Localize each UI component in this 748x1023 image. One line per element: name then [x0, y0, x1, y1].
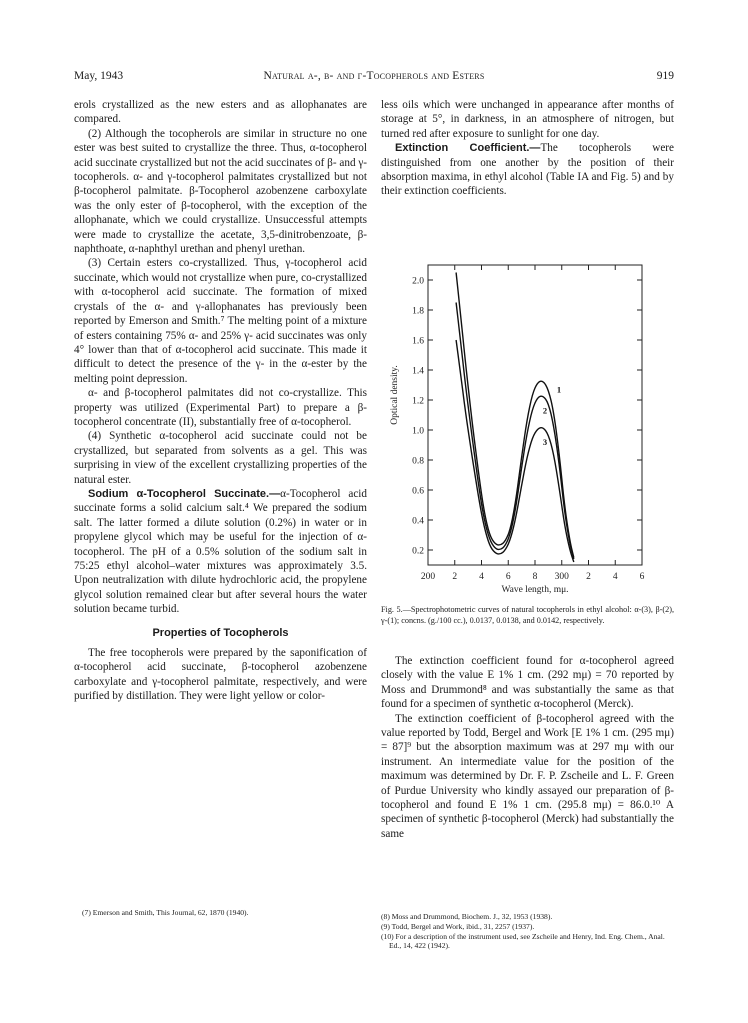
footnote-7: (7) Emerson and Smith, This Journal, 62, 1870 (1940).	[82, 908, 249, 917]
extinction-text: The tocopherols were distinguished from one another by the position of their absorption maxima, in ethyl alcohol (Table IA and Fig. 5) and by their extinction coefficients.	[381, 142, 674, 198]
body-paragraph: The extinction coefficient of β-tocopherol agreed with the value reported by Todd, Bergel and Work [E 1% 1 cm. (295 mμ) = 87]⁹ but the absorption maximum was at 297 mμ with our instrument. An intermediate value for the position of the maximum was determined by Dr. F. P. Zscheile and L. F. Green of Purdue University who kindly assayed our preparation of β-tocopherol and found E 1% 1 cm. (295.8 mμ) = 86.0.¹⁰ A specimen of synthetic β-tocopherol (Merck) had substantially the same	[381, 712, 674, 840]
x-tick-label: 6	[639, 572, 645, 582]
x-tick-label: 4	[612, 572, 618, 582]
runin-heading-extinction: Extinction Coefficient.—	[395, 142, 541, 155]
figure-5	[381, 253, 674, 601]
extinction-paragraph	[381, 141, 674, 199]
y-tick-label: 0.2	[412, 546, 424, 557]
body-paragraph: α- and β-tocopherol palmitates did not co-crystallize. This property was utilized (Experimental Part) to prepare a β-tocopherol concentrate (II), substantially free of α-tocopherol.	[74, 387, 367, 428]
left-column	[74, 98, 367, 704]
page-number: 919	[656, 70, 674, 82]
figure-caption: Fig. 5.—Spectrophotometric curves of natural tocopherols in ethyl alcohol: α-(3), β-(2), γ-(1); concns. (g./100 cc.), 0.0137, 0.0138, and 0.0142, respectively.	[381, 605, 674, 625]
body-paragraph: less oils which were unchanged in appearance after months of storage at 5°, in darkness, in an atmosphere of nitrogen, but turned red after exposure to sunlight for one day.	[381, 99, 674, 140]
body-paragraph: (3) Certain esters co-crystallized. Thus, γ-tocopherol acid succinate, which would not crystallize when pure, co-crystallized with α-tocopherol acid succinate. The formation of mixed crystals of the α- and γ-allophanates has previously been reported by Emerson and Smith.⁷ The melting point of a mixture of esters containing 75% α- and 25% γ- acid succinates was only 4° lower than that of α-tocopherol acid succinate. This made it difficult to detect the presence of the γ- in the α-ester by the melting point depression.	[74, 257, 367, 385]
y-tick-label: 1.2	[412, 396, 424, 407]
series-label-2: 2	[542, 405, 548, 416]
y-tick-label: 0.6	[412, 486, 424, 497]
footnote-9: (9) Todd, Bergel and Work, ibid., 31, 2257 (1937).	[381, 921, 535, 931]
x-tick-label: 200	[420, 572, 436, 582]
body-paragraph: The extinction coefficient found for α-tocopherol agreed closely with the value E 1% 1 cm. (292 mμ) = 70 reported by Moss and Drummond⁸ and was substantially the same as that found for a specimen of synthetic α-tocopherol (Merck).	[381, 655, 674, 711]
y-axis-label: Optical density.	[390, 365, 400, 425]
series-label-1: 1	[556, 384, 562, 395]
y-tick-label: 1.6	[412, 336, 424, 347]
body-paragraph: (2) Although the tocopherols are similar in structure no one ester was best suited to crystallize the three. Thus, α-tocopherol acid succinate crystallized but not the acid succinates of β- and γ-tocopherols. α- and γ-tocopherol palmitates crystallized but not β-tocopherol palmitate. β-Tocopherol azobenzene carboxylate was the only ester of β-tocopherol, with the exception of the allophanate, which we could crystallize. Unsuccessful attempts were made to crystallize the acetate, 3,5-dinitrobenzoate, β-naphthoate, α-naphthyl urethan and phenyl urethan.	[74, 127, 368, 256]
x-tick-label: 2	[452, 572, 458, 582]
y-tick-label: 0.8	[412, 456, 424, 467]
runin-heading-sodium: Sodium α-Tocopherol Succinate.—	[88, 487, 281, 500]
body-paragraph: (4) Synthetic α-tocopherol acid succinate could not be crystallized, but separated from solvents as a gel. This was surprising in view of the excellent crystallizing properties of the natural ester.	[74, 430, 367, 486]
body-paragraph: The free tocopherols were prepared by the saponification of α-tocopherol acid succinate, β-tocopherol azobenzene carboxylate and γ-tocopherol palmitate, respectively, and were purified by distillation. They were light yellow or color-	[74, 647, 367, 703]
y-tick-label: 1.8	[412, 306, 424, 317]
sodium-text: α-Tocopherol acid succinate forms a solid calcium salt.⁴ We prepared the sodium salt. The latter formed a dilute solution (0.2%) in water or in propylene glycol which may be useful for the injection of α-tocopherol. The pH of a 0.5% solution of the sodium salt in 75:25 ethyl alcohol–water mixtures was approximately 3.5. Upon neutralization with dilute hydrochloric acid, the propylene glycol solution remained clear but after several hours the water solution became turbid.	[74, 487, 367, 616]
y-tick-label: 0.4	[412, 516, 424, 527]
y-tick-label: 1.0	[412, 426, 424, 437]
section-heading: Properties of Tocopherols	[152, 626, 289, 639]
x-tick-label: 8	[532, 572, 538, 582]
header-date: May, 1943	[74, 70, 124, 82]
footnote-10: (10) For a description of the instrument used, see Zscheile and Henry, Ind. Eng. Chem., Anal. Ed., 14, 422 (1942).	[381, 931, 665, 951]
sodium-paragraph	[74, 487, 367, 617]
running-header	[74, 70, 674, 86]
footnotes-right	[381, 912, 674, 951]
spectro-chart	[381, 253, 674, 601]
footnote-8: (8) Moss and Drummond, Biochem. J., 32, 1953 (1938).	[381, 912, 553, 921]
header-title: Natural α-, β- and γ-Tocopherols and Esters	[263, 70, 485, 82]
x-tick-label: 6	[505, 572, 511, 582]
body-paragraph: erols crystallized as the new esters and as allophanates are compared.	[74, 99, 367, 126]
x-tick-label: 300	[554, 572, 569, 582]
x-tick-label: 2	[586, 572, 591, 582]
right-column-top	[381, 98, 674, 199]
y-tick-label: 1.4	[412, 366, 424, 377]
y-tick-label: 2.0	[412, 276, 424, 287]
series-label-3: 3	[542, 437, 548, 447]
right-column-bottom	[381, 654, 674, 841]
x-axis-label: Wave length, mμ.	[501, 585, 569, 595]
x-tick-label: 4	[479, 572, 484, 582]
